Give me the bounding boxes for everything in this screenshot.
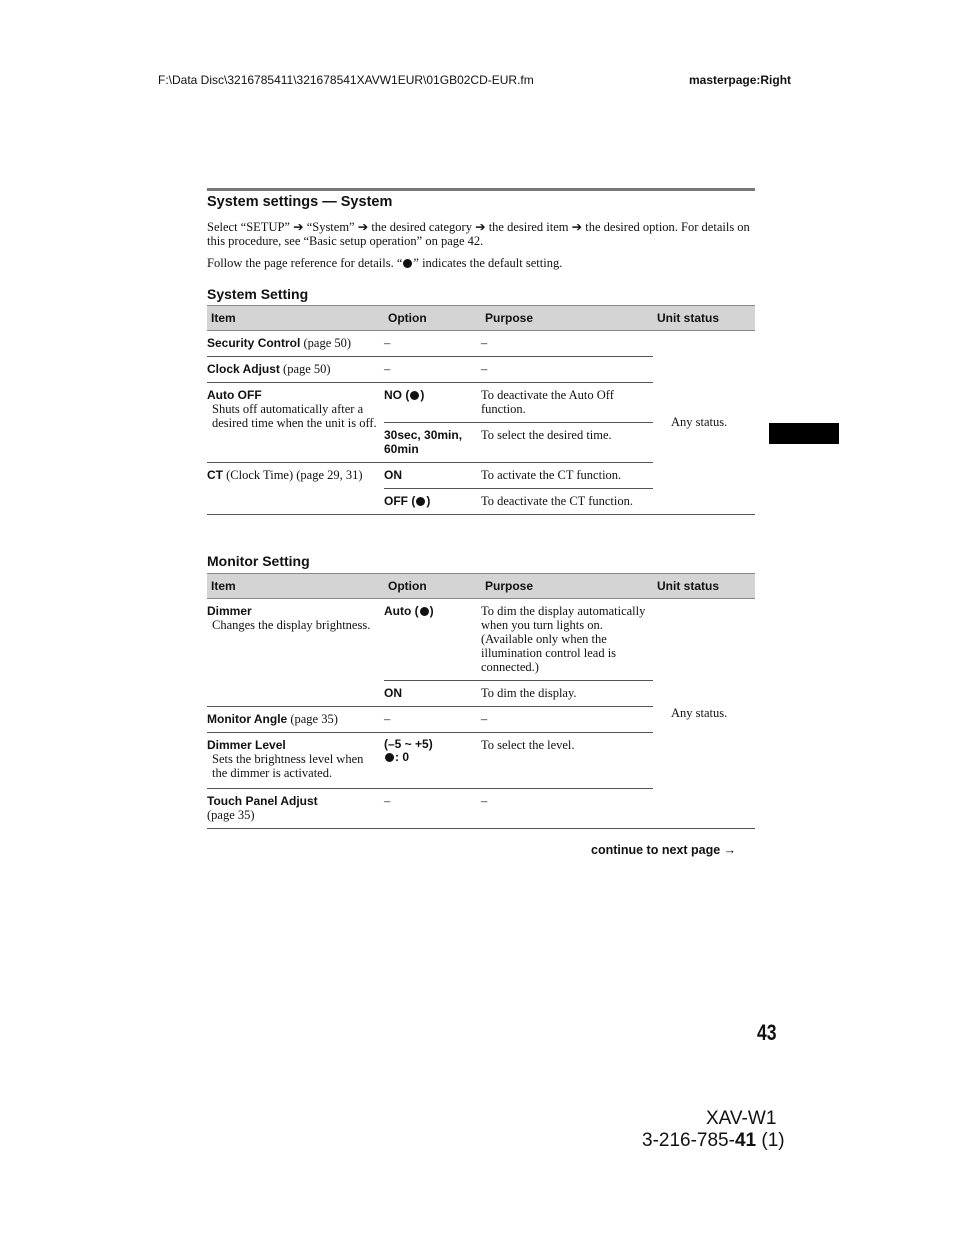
table-header-row: [207, 574, 755, 599]
table-row: Touch Panel Adjust (page 35) – –: [207, 789, 755, 829]
page-number: 43: [757, 1020, 777, 1045]
col-option: Option: [384, 574, 481, 599]
table-row: Dimmer Changes the display brightness. Auto ( ) To dim the display automatically when you turn lights on. (Available only when the illumination control lead is connected.) Any status.: [207, 599, 755, 681]
table-row: CT (Clock Time) (page 29, 31) ON To activate the CT function.: [207, 463, 755, 489]
monitor-setting-table: [207, 573, 755, 829]
default-dot-icon: [403, 259, 412, 268]
section-title: System settings — System: [207, 194, 393, 210]
default-note: Follow the page reference for details. “ ” indicates the default setting.: [207, 256, 563, 270]
table-row: ON To dim the display.: [207, 681, 755, 707]
part-number: 3-216-785-41 (1): [642, 1130, 785, 1151]
table-row: Auto OFF Shuts off automatically after a desired time when the unit is off. NO ( ) To deactivate the Auto Off function.: [207, 383, 755, 423]
unit-status: Any status.: [653, 599, 755, 829]
system-setting-title: System Setting: [207, 286, 309, 302]
table-row: Security Control (page 50) – – Any status.: [207, 331, 755, 357]
default-dot-icon: [410, 391, 419, 400]
default-dot-icon: [420, 607, 429, 616]
intro-paragraph: Select “SETUP” ➔ “System” ➔ the desired category ➔ the desired item ➔ the desired option. For details on this procedure, see “Basic setup operation” on page 42.: [207, 220, 750, 248]
table-header-row: [207, 306, 755, 331]
col-unit-status: Unit status: [653, 306, 755, 331]
col-option: Option: [384, 306, 481, 331]
monitor-setting-title: Monitor Setting: [207, 553, 310, 569]
continue-next-page: continue to next page →: [591, 843, 737, 857]
masterpage-label: masterpage:Right: [689, 73, 792, 87]
col-unit-status: Unit status: [653, 574, 755, 599]
table-row: Clock Adjust (page 50) – –: [207, 357, 755, 383]
model-name: XAV-W1: [706, 1108, 777, 1129]
section-tab-marker: [769, 423, 839, 444]
section-rule: [207, 188, 755, 191]
unit-status: Any status.: [653, 331, 755, 515]
col-purpose: Purpose: [481, 306, 653, 331]
col-item: Item: [207, 306, 384, 331]
default-dot-icon: [416, 497, 425, 506]
table-row: 30sec, 30min, 60min To select the desired time.: [207, 423, 755, 463]
col-purpose: Purpose: [481, 574, 653, 599]
table-row: Dimmer Level Sets the brightness level when the dimmer is activated. (–5 ~ +5) : 0 To select the level.: [207, 733, 755, 789]
default-dot-icon: [385, 753, 394, 762]
table-row: Monitor Angle (page 35) – –: [207, 707, 755, 733]
file-path: F:\Data Disc\3216785411\321678541XAVW1EUR\01GB02CD-EUR.fm: [158, 73, 534, 87]
col-item: Item: [207, 574, 384, 599]
system-setting-table: [207, 305, 755, 515]
table-row: OFF ( ) To deactivate the CT function.: [207, 489, 755, 515]
